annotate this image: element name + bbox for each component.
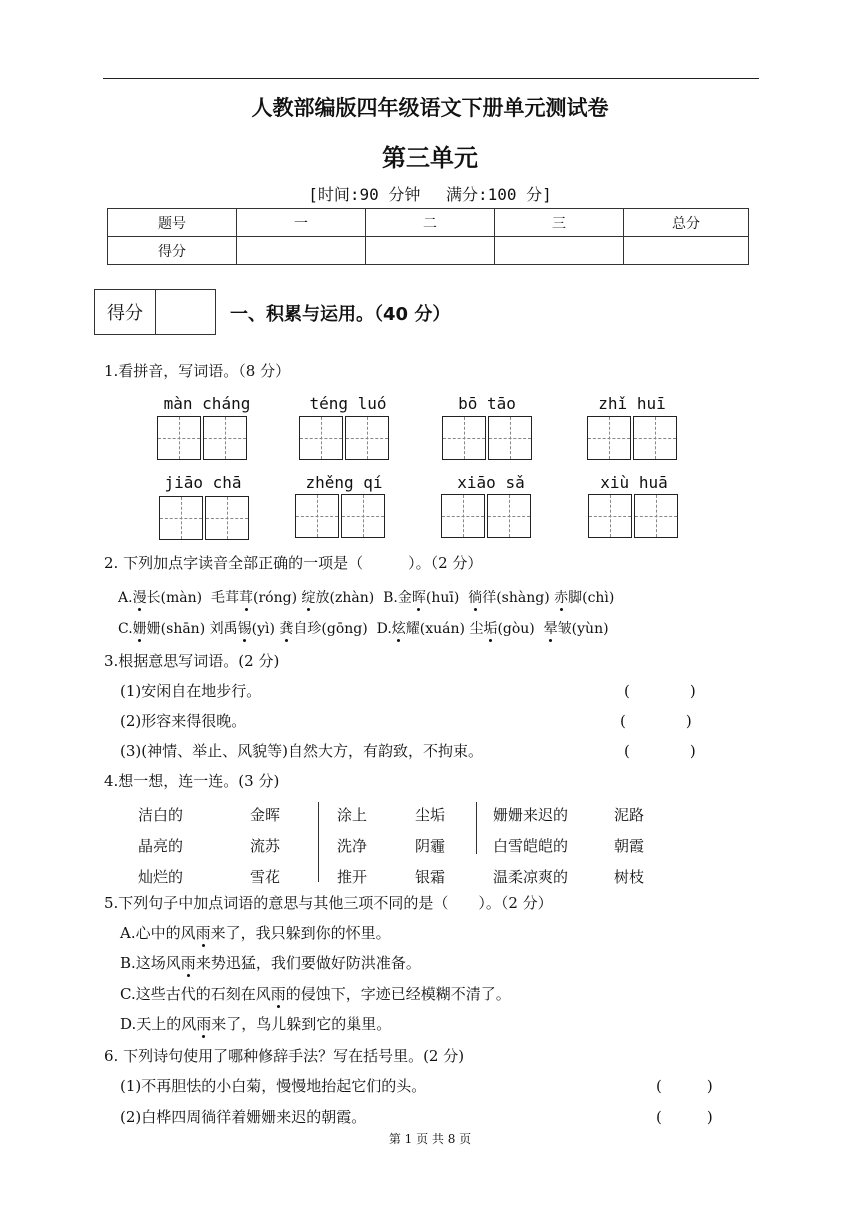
question-6: 6. 下列诗句使用了哪种修辞手法？写在括号里。(2 分) — [104, 1047, 465, 1065]
section-score-input[interactable] — [156, 290, 215, 334]
writing-grid[interactable] — [588, 494, 680, 538]
match-col: 尘垢 阴霾 银霜 — [415, 806, 446, 886]
writing-grid[interactable] — [157, 416, 249, 460]
question-2: 2. 下列加点字读音全部正确的一项是（ ）。（2 分） — [104, 554, 483, 572]
answer-paren[interactable]: ( ) — [656, 1077, 713, 1095]
divider — [476, 802, 477, 854]
question-1: 1.看拼音，写词语。（8 分） — [104, 362, 291, 380]
q6-item: (2)白桦四周徜徉着姗姗来迟的朝霞。 — [120, 1108, 367, 1126]
table-cell: 题号 — [108, 209, 237, 237]
writing-grid[interactable] — [295, 494, 387, 538]
q3-item: (3)(神情、举止、风貌等)自然大方，有韵致，不拘束。 — [120, 742, 483, 760]
pinyin-label: bō tāo — [458, 394, 516, 413]
score-input-cell[interactable] — [366, 237, 495, 265]
match-col: 洁白的 晶亮的 灿烂的 — [138, 806, 184, 886]
table-cell: 二 — [366, 209, 495, 237]
question-5: 5.下列句子中加点词语的意思与其他三项不同的是（ ）。（2 分） — [104, 894, 553, 912]
pinyin-label: zhěng qí — [305, 473, 383, 492]
writing-grid[interactable] — [159, 496, 251, 540]
table-row — [108, 209, 749, 237]
answer-paren[interactable]: ( ) — [624, 682, 696, 700]
score-input-cell[interactable] — [624, 237, 749, 265]
match-col: 涂上 洗净 推开 — [337, 806, 368, 886]
pinyin-label: téng luó — [309, 394, 387, 413]
answer-paren[interactable]: ( ) — [624, 742, 696, 760]
writing-grid[interactable] — [441, 494, 533, 538]
page-title: 人教部编版四年级语文下册单元测试卷 — [251, 96, 609, 120]
page-number: 第 1 页 共 8 页 — [388, 1132, 472, 1146]
unit-title: 第三单元 — [382, 144, 478, 172]
q3-item: (1)安闲自在地步行。 — [120, 682, 262, 700]
match-col: 泥路 朝霞 树枝 — [614, 806, 645, 886]
q6-item: (1)不再胆怯的小白菊，慢慢地抬起它们的头。 — [120, 1077, 427, 1095]
table-row — [108, 237, 749, 265]
score-input-cell[interactable] — [237, 237, 366, 265]
answer-paren[interactable]: ( ) — [620, 712, 692, 730]
question-3: 3.根据意思写词语。(2 分) — [104, 652, 280, 670]
table-cell: 总分 — [624, 209, 749, 237]
match-col: 姗姗来迟的 白雪皑皑的 温柔凉爽的 — [493, 806, 569, 886]
q3-item: (2)形容来得很晚。 — [120, 712, 247, 730]
section-score-box — [94, 289, 216, 335]
table-cell: 得分 — [108, 237, 237, 265]
answer-paren[interactable]: ( ) — [656, 1108, 713, 1126]
header-rule — [103, 78, 759, 79]
option-row-ab: A.漫长(màn) 毛茸茸(róng) 绽放(zhàn) B.金晖(huī) 徜徉(shàng) 赤脚(chì) — [118, 587, 614, 607]
q5-option-b[interactable]: B.这场风雨来势迅猛，我们要做好防洪准备。 — [120, 954, 421, 972]
q5-option-d[interactable]: D.天上的风雨来了，鸟儿躲到它的巢里。 — [120, 1015, 392, 1033]
pinyin-label: màn cháng — [163, 394, 251, 413]
match-col: 金晖 流苏 雪花 — [250, 806, 281, 886]
pinyin-label: xiù huā — [600, 473, 668, 492]
writing-grid[interactable] — [299, 416, 391, 460]
time-score-info: [时间:90 分钟 满分:100 分] — [308, 185, 552, 204]
pinyin-label: xiāo sǎ — [457, 473, 525, 492]
section-score-label: 得分 — [95, 290, 156, 334]
table-cell: 一 — [237, 209, 366, 237]
table-cell: 三 — [495, 209, 624, 237]
question-4: 4.想一想，连一连。(3 分) — [104, 772, 280, 790]
divider — [318, 802, 319, 882]
pinyin-label: jiāo chā — [164, 473, 242, 492]
writing-grid[interactable] — [442, 416, 534, 460]
pinyin-label: zhǐ huī — [598, 394, 666, 413]
score-table — [107, 208, 749, 265]
q5-option-a[interactable]: A.心中的风雨来了，我只躲到你的怀里。 — [120, 924, 391, 942]
writing-grid[interactable] — [587, 416, 679, 460]
score-input-cell[interactable] — [495, 237, 624, 265]
q5-option-c[interactable]: C.这些古代的石刻在风雨的侵蚀下，字迹已经模糊不清了。 — [120, 985, 511, 1003]
section-title: 一、积累与运用。（40 分） — [230, 304, 451, 325]
option-row-cd: C.姗姗(shān) 刘禹锡(yì) 龚自珍(gōng) D.炫耀(xuán) 尘垢(gòu) 晕皱(yùn) — [118, 618, 609, 638]
